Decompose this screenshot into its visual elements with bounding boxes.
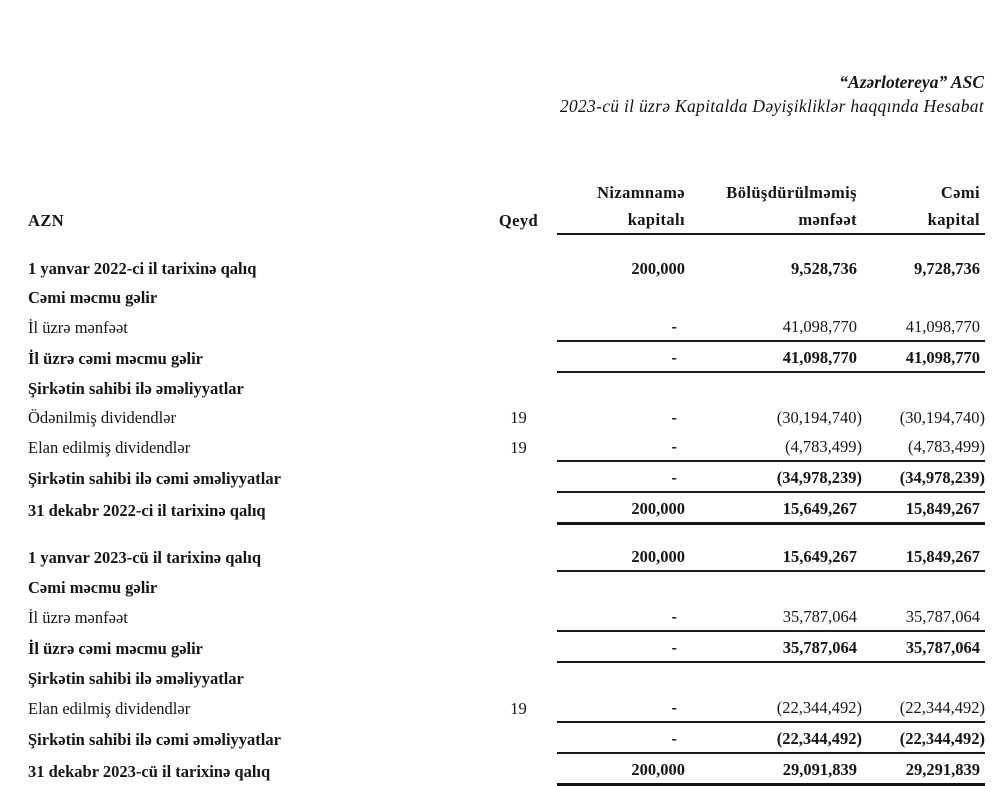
total-equity-cell xyxy=(863,372,985,402)
column-header-retained-earnings-line1: Bölüşdürülməmiş xyxy=(726,183,857,202)
document-header xyxy=(0,0,1000,117)
total-equity-cell: (22,344,492) xyxy=(863,722,985,753)
retained-earnings-cell: 41,098,770 xyxy=(690,311,863,341)
share-capital-cell: - xyxy=(557,431,690,461)
row-label: Şirkətin sahibi ilə əməliyyatlar xyxy=(28,379,244,398)
table-row xyxy=(28,722,985,753)
column-header-total-equity-line2: kapital xyxy=(863,203,985,234)
total-equity-cell: 9,728,736 xyxy=(914,259,980,278)
table-row xyxy=(28,461,985,492)
total-equity-cell: (30,194,740) xyxy=(899,408,985,427)
note-cell xyxy=(490,311,557,341)
note-cell xyxy=(490,662,557,692)
note-cell: 19 xyxy=(510,438,527,457)
note-cell xyxy=(490,753,557,785)
share-capital-cell xyxy=(557,372,690,402)
row-label: 1 yanvar 2022-ci il tarixinə qalıq xyxy=(28,259,257,278)
row-label: Cəmi məcmu gəlir xyxy=(28,288,158,307)
row-label: İl üzrə cəmi məcmu gəlir xyxy=(28,349,204,368)
row-label: İl üzrə mənfəət xyxy=(28,318,128,337)
row-label: Şirkətin sahibi ilə cəmi əməliyyatlar xyxy=(28,730,281,749)
share-capital-cell: - xyxy=(557,601,690,631)
row-label: Şirkətin sahibi ilə əməliyyatlar xyxy=(28,669,244,688)
share-capital-cell: - xyxy=(557,311,690,341)
note-cell xyxy=(490,571,557,601)
retained-earnings-cell: 41,098,770 xyxy=(690,341,863,372)
share-capital-cell: 200,000 xyxy=(557,541,690,571)
share-capital-cell: - xyxy=(557,341,690,372)
table-row xyxy=(28,662,985,692)
column-header-share-capital-line2: kapitalı xyxy=(557,203,690,234)
header-empty-cell xyxy=(490,179,557,203)
share-capital-cell: - xyxy=(557,692,690,722)
note-cell xyxy=(490,722,557,753)
total-equity-cell xyxy=(863,662,985,692)
total-equity-cell: 15,849,267 xyxy=(863,492,985,524)
row-label: Şirkətin sahibi ilə cəmi əməliyyatlar xyxy=(28,469,281,488)
table-row xyxy=(28,601,985,631)
share-capital-cell: 200,000 xyxy=(631,259,685,278)
note-cell xyxy=(490,341,557,372)
note-cell xyxy=(490,631,557,662)
table-row xyxy=(28,402,985,431)
table-row xyxy=(28,692,985,722)
note-cell xyxy=(490,282,557,311)
total-equity-cell: 29,291,839 xyxy=(863,753,985,785)
table-row xyxy=(28,282,985,311)
retained-earnings-cell xyxy=(690,662,863,692)
column-header-total-equity-line1: Cəmi xyxy=(940,183,980,202)
share-capital-cell: - xyxy=(671,408,677,427)
total-equity-cell: 41,098,770 xyxy=(863,311,985,341)
table-row xyxy=(28,431,985,461)
equity-statement-table xyxy=(28,179,985,786)
header-empty-cell xyxy=(28,179,490,203)
total-equity-cell: 41,098,770 xyxy=(863,341,985,372)
company-name: “Azərlotereya” ASC xyxy=(839,72,984,92)
column-header-share-capital-line1: Nizamnamə xyxy=(597,183,685,202)
share-capital-cell xyxy=(557,662,690,692)
retained-earnings-cell: 35,787,064 xyxy=(690,631,863,662)
share-capital-cell xyxy=(557,282,690,311)
table-row xyxy=(28,372,985,402)
share-capital-cell: - xyxy=(557,461,690,492)
note-cell xyxy=(490,541,557,571)
table-row xyxy=(28,492,985,524)
row-label: Cəmi məcmu gəlir xyxy=(28,578,158,597)
total-equity-cell xyxy=(863,282,985,311)
total-equity-cell: (22,344,492) xyxy=(863,692,985,722)
report-title: 2023-cü il üzrə Kapitalda Dəyişikliklər haqqında Hesabat xyxy=(559,96,984,116)
retained-earnings-cell: (22,344,492) xyxy=(690,722,863,753)
total-equity-cell: 15,849,267 xyxy=(863,541,985,571)
table-row xyxy=(28,234,985,282)
share-capital-cell: - xyxy=(557,631,690,662)
table-row xyxy=(28,341,985,372)
table-body xyxy=(28,234,985,785)
share-capital-cell: 200,000 xyxy=(557,753,690,785)
table-row xyxy=(28,311,985,341)
total-equity-cell: 35,787,064 xyxy=(863,601,985,631)
total-equity-cell xyxy=(863,571,985,601)
currency-label: AZN xyxy=(28,211,65,230)
share-capital-cell: - xyxy=(557,722,690,753)
note-cell xyxy=(490,601,557,631)
table-row xyxy=(28,631,985,662)
retained-earnings-cell: 29,091,839 xyxy=(690,753,863,785)
header-row-2 xyxy=(28,203,985,234)
row-label: İl üzrə cəmi məcmu gəlir xyxy=(28,639,204,658)
column-header-note: Qeyd xyxy=(498,211,539,230)
note-cell xyxy=(490,234,557,282)
note-cell xyxy=(490,492,557,524)
row-label: Elan edilmiş dividendlər xyxy=(28,438,191,457)
column-header-retained-earnings-line2: mənfəət xyxy=(690,203,863,234)
table-header xyxy=(28,179,985,234)
row-label: 31 dekabr 2023-cü il tarixinə qalıq xyxy=(28,761,271,781)
note-cell xyxy=(490,372,557,402)
section-spacer-cell xyxy=(28,524,985,542)
retained-earnings-cell: 15,649,267 xyxy=(690,492,863,524)
total-equity-cell: (34,978,239) xyxy=(863,461,985,492)
retained-earnings-cell: 35,787,064 xyxy=(690,601,863,631)
retained-earnings-cell: (22,344,492) xyxy=(690,692,863,722)
retained-earnings-cell: 9,528,736 xyxy=(791,259,857,278)
retained-earnings-cell xyxy=(690,282,863,311)
note-cell: 19 xyxy=(510,408,527,427)
row-label: İl üzrə mənfəət xyxy=(28,608,128,627)
table-row xyxy=(28,541,985,571)
row-label: 1 yanvar 2023-cü il tarixinə qalıq xyxy=(28,548,261,567)
note-cell: 19 xyxy=(510,699,527,718)
retained-earnings-cell xyxy=(690,372,863,402)
retained-earnings-cell: (4,783,499) xyxy=(690,431,863,461)
total-equity-cell: (4,783,499) xyxy=(863,431,985,461)
share-capital-cell xyxy=(557,571,690,601)
table-row xyxy=(28,571,985,601)
retained-earnings-cell: (30,194,740) xyxy=(776,408,862,427)
note-cell xyxy=(490,461,557,492)
row-label: Ödənilmiş dividendlər xyxy=(28,408,177,427)
header-row-1 xyxy=(28,179,985,203)
table-row xyxy=(28,753,985,785)
retained-earnings-cell xyxy=(690,571,863,601)
share-capital-cell: 200,000 xyxy=(557,492,690,524)
total-equity-cell: 35,787,064 xyxy=(863,631,985,662)
retained-earnings-cell: 15,649,267 xyxy=(690,541,863,571)
row-label: 31 dekabr 2022-ci il tarixinə qalıq xyxy=(28,500,266,520)
section-spacer xyxy=(28,524,985,542)
row-label: Elan edilmiş dividendlər xyxy=(28,699,191,718)
retained-earnings-cell: (34,978,239) xyxy=(690,461,863,492)
